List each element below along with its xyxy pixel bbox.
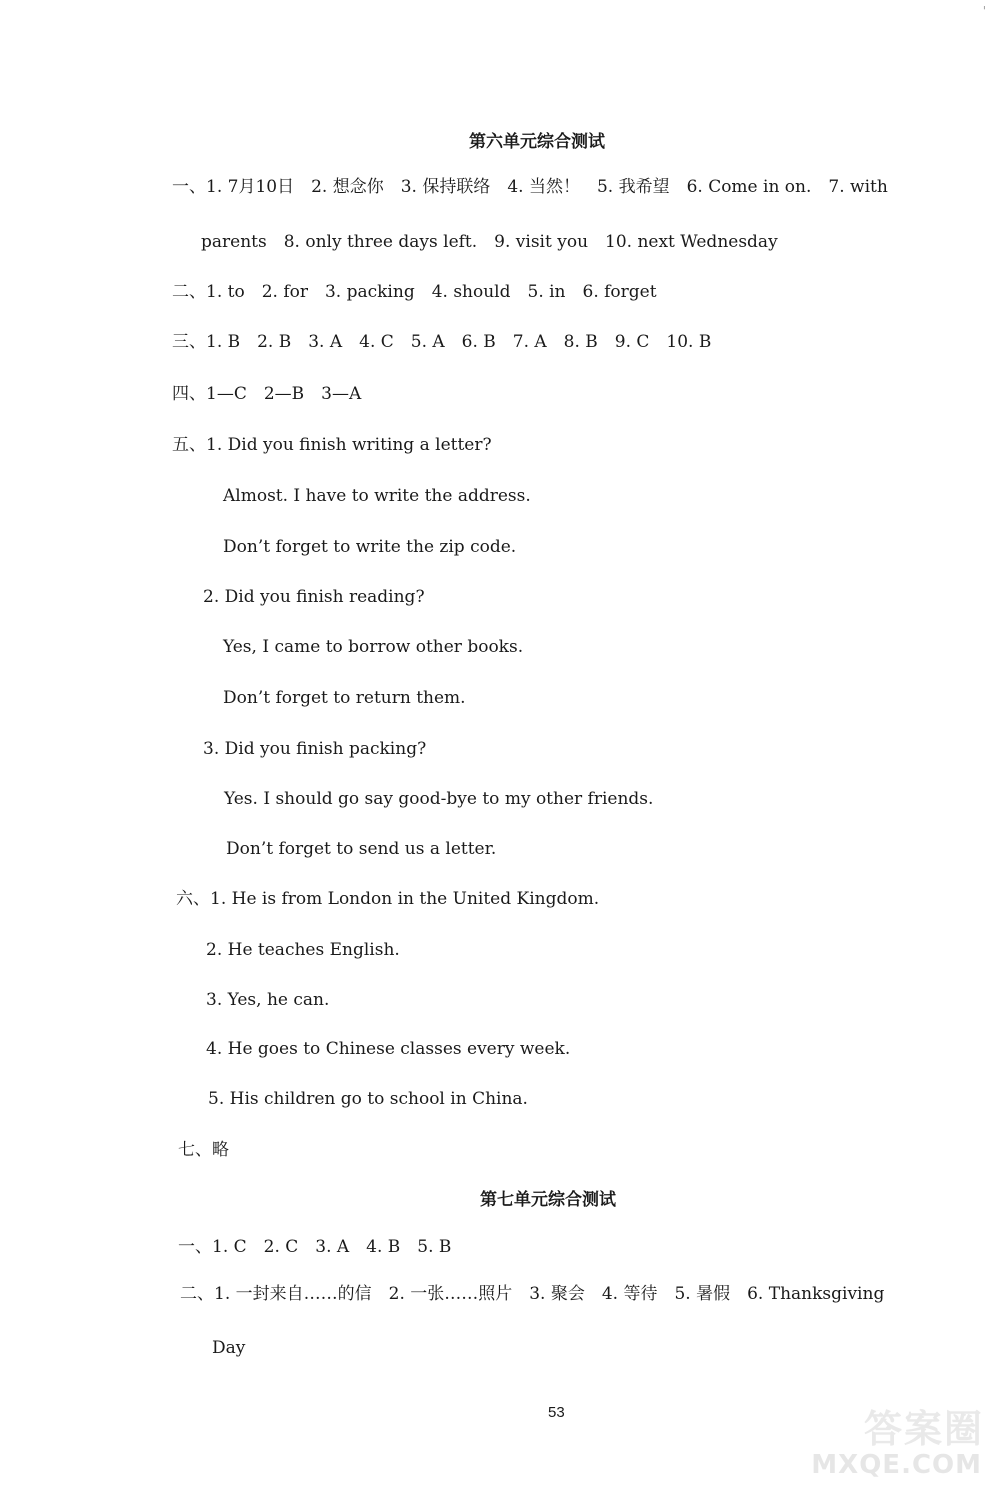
answer-line: 六、1. He is from London in the United Kingdom. xyxy=(176,889,600,909)
answer-line: 二、1. to 2. for 3. packing 4. should 5. in 6. forget xyxy=(172,282,657,302)
answer-line: 一、1. C 2. C 3. A 4. B 5. B xyxy=(178,1237,452,1257)
answer-line: Almost. I have to write the address. xyxy=(223,486,531,506)
answer-line: Day xyxy=(212,1338,246,1358)
answer-line: 二、1. 一封来自……的信 2. 一张……照片 3. 聚会 4. 等待 5. 暑假 6. Thanksgiving xyxy=(180,1284,885,1304)
answer-line: Yes. I should go say good-bye to my other friends. xyxy=(224,789,654,809)
watermark-url: MXQE.COM xyxy=(811,1450,982,1480)
answer-line: 五、1. Did you finish writing a letter? xyxy=(172,435,492,455)
watermark-logo: 答案圈 xyxy=(864,1407,985,1451)
answer-line: 一、1. 7月10日 2. 想念你 3. 保持联络 4. 当然！ 5. 我希望 6. Come in on. 7. with xyxy=(172,177,888,197)
answer-line: parents 8. only three days left. 9. visit you 10. next Wednesday xyxy=(201,232,778,252)
answer-line: 3. Yes, he can. xyxy=(206,990,330,1010)
answer-line: 七、略 xyxy=(178,1140,229,1160)
answer-line: Don’t forget to send us a letter. xyxy=(226,839,497,859)
page-number: 53 xyxy=(548,1404,565,1421)
answer-line: 3. Did you finish packing? xyxy=(203,739,427,759)
answer-line: 四、1—C 2—B 3—A xyxy=(172,384,362,404)
answer-line: 三、1. B 2. B 3. A 4. C 5. A 6. B 7. A 8. B 9. C 10. B xyxy=(172,332,712,352)
answer-line: Don’t forget to write the zip code. xyxy=(223,537,517,557)
unit7-title: 第七单元综合测试 xyxy=(480,1190,616,1210)
answer-line: 2. He teaches English. xyxy=(206,940,400,960)
answer-line: Don’t forget to return them. xyxy=(223,688,466,708)
answer-line: 2. Did you finish reading? xyxy=(203,587,425,607)
answer-line: 4. He goes to Chinese classes every week. xyxy=(206,1039,571,1059)
unit6-title: 第六单元综合测试 xyxy=(469,132,605,152)
answer-line: 5. His children go to school in China. xyxy=(208,1089,528,1109)
answer-line: Yes, I came to borrow other books. xyxy=(223,637,524,657)
corner-mark: ' xyxy=(982,4,986,18)
